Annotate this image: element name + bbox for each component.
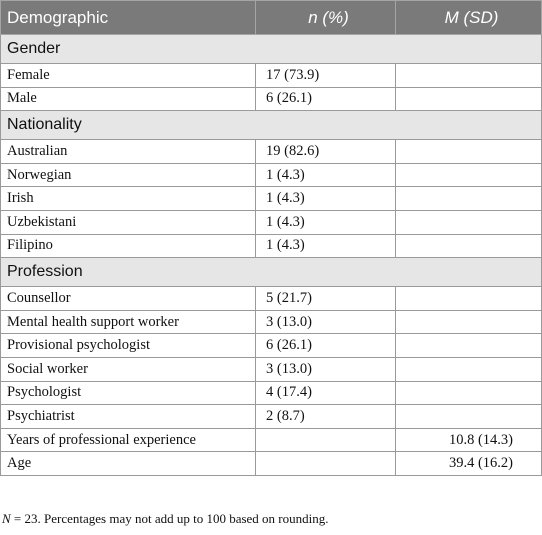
row-mean-sd [396,310,542,334]
table-row [1,310,542,334]
section-row [1,111,542,140]
section-title: Profession [1,258,542,287]
row-label: Irish [1,187,256,211]
row-mean-sd [396,287,542,311]
row-label: Psychologist [1,381,256,405]
row-mean-sd: 10.8 (14.3) [396,428,542,452]
row-mean-sd [396,140,542,164]
header-row [1,1,542,35]
row-label: Social worker [1,357,256,381]
row-label: Psychiatrist [1,405,256,429]
row-mean-sd [396,187,542,211]
table-row [1,210,542,234]
row-label: Uzbekistani [1,210,256,234]
row-mean-sd [396,405,542,429]
row-n-percent: 3 (13.0) [256,310,396,334]
row-n-percent: 4 (17.4) [256,381,396,405]
row-mean-sd [396,234,542,258]
row-n-percent: 1 (4.3) [256,187,396,211]
row-label: Norwegian [1,163,256,187]
table-row [1,87,542,111]
table-body [1,35,542,476]
row-mean-sd [396,64,542,88]
footnote-n-symbol: N [2,511,11,526]
table-row [1,234,542,258]
row-n-percent: 6 (26.1) [256,87,396,111]
row-label: Counsellor [1,287,256,311]
header-demographic: Demographic [1,1,256,35]
table-footnote [2,511,329,527]
table-row [1,405,542,429]
row-label: Years of professional experience [1,428,256,452]
row-label: Age [1,452,256,476]
row-mean-sd [396,357,542,381]
row-label: Filipino [1,234,256,258]
table-row [1,64,542,88]
row-n-percent: 5 (21.7) [256,287,396,311]
table-row [1,287,542,311]
table-row [1,163,542,187]
row-n-percent [256,428,396,452]
row-n-percent [256,452,396,476]
table-row [1,452,542,476]
row-n-percent: 3 (13.0) [256,357,396,381]
row-n-percent: 2 (8.7) [256,405,396,429]
row-label: Male [1,87,256,111]
row-n-percent: 1 (4.3) [256,234,396,258]
row-mean-sd [396,210,542,234]
table-row [1,140,542,164]
header-mean-sd: M (SD) [396,1,542,35]
row-label: Female [1,64,256,88]
row-n-percent: 17 (73.9) [256,64,396,88]
row-mean-sd [396,163,542,187]
row-n-percent: 6 (26.1) [256,334,396,358]
row-mean-sd [396,381,542,405]
row-label: Provisional psychologist [1,334,256,358]
row-n-percent: 1 (4.3) [256,210,396,234]
section-row [1,258,542,287]
row-label: Mental health support worker [1,310,256,334]
row-mean-sd [396,334,542,358]
table-row [1,357,542,381]
table-row [1,428,542,452]
section-title: Gender [1,35,542,64]
row-n-percent: 19 (82.6) [256,140,396,164]
table-row [1,334,542,358]
table-row [1,187,542,211]
row-n-percent: 1 (4.3) [256,163,396,187]
section-row [1,35,542,64]
section-title: Nationality [1,111,542,140]
footnote-text: = 23. Percentages may not add up to 100 based on rounding. [10,511,329,526]
row-label: Australian [1,140,256,164]
table-row [1,381,542,405]
row-mean-sd: 39.4 (16.2) [396,452,542,476]
row-mean-sd [396,87,542,111]
header-n-percent: n (%) [256,1,396,35]
